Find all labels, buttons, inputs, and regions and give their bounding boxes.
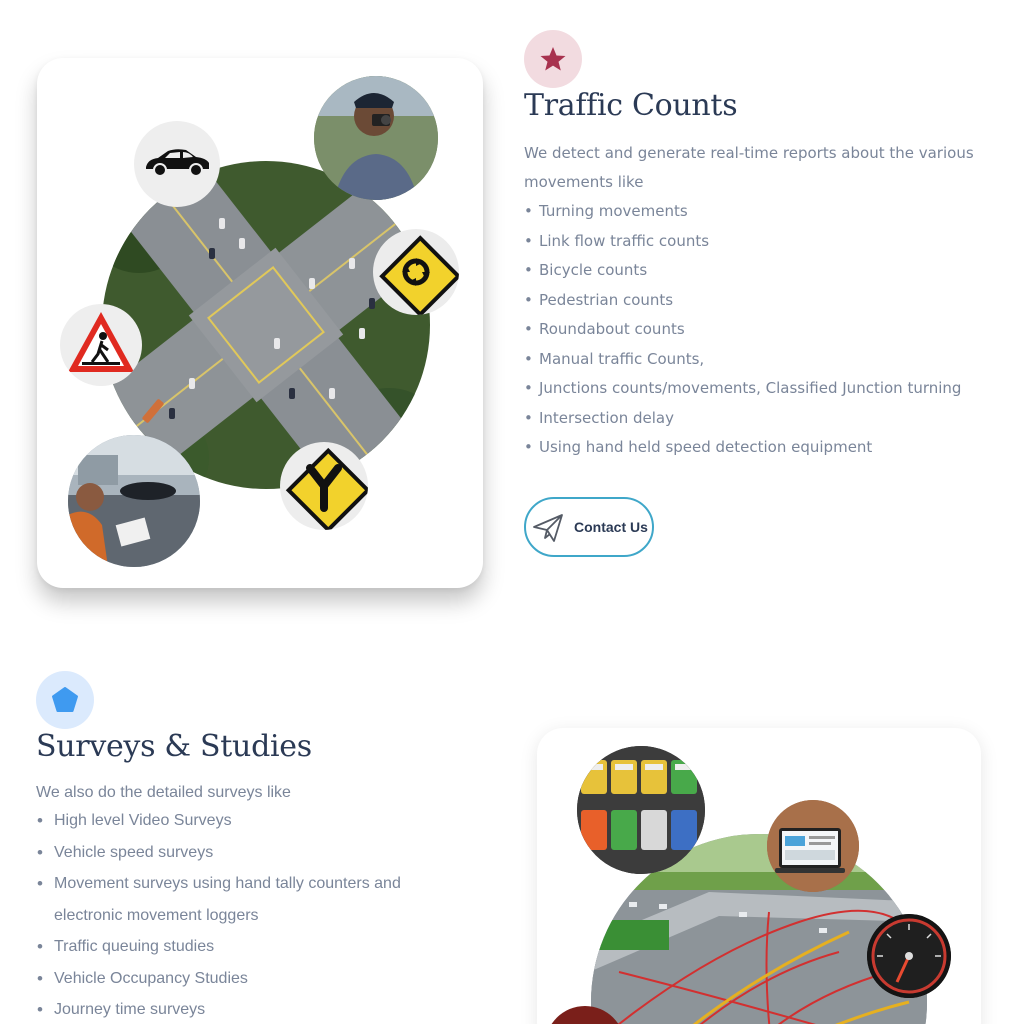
list-item <box>37 868 457 931</box>
list-item-text: Movement surveys using hand tally counters and <box>54 875 401 892</box>
list-item: • Turning movements <box>524 197 961 227</box>
speedometer-icon <box>867 914 951 998</box>
list-item: • Vehicle speed surveys <box>37 837 457 869</box>
traffic-counts-list <box>524 197 961 463</box>
traffic-counts-badge <box>524 30 582 88</box>
surveys-badge <box>36 671 94 729</box>
surveys-intro: We also do the detailed surveys like <box>36 784 291 801</box>
traffic-officer-photo <box>314 76 438 200</box>
list-item: • Roundabout counts <box>524 315 961 345</box>
pentagon-icon <box>36 671 94 729</box>
y-junction-sign-icon <box>280 442 368 530</box>
traffic-counts-title: Traffic Counts <box>524 88 738 123</box>
surveys-illustration-card <box>537 728 981 1024</box>
list-item: • Bicycle counts <box>524 256 961 286</box>
car-icon <box>134 121 220 207</box>
list-item: • Link flow traffic counts <box>524 227 961 257</box>
roundabout-sign-icon <box>373 229 459 315</box>
list-item: • Traffic queuing studies <box>37 931 457 963</box>
list-item: • Junctions counts/movements, Classified Junction turning <box>524 374 961 404</box>
contact-us-button[interactable] <box>524 497 654 557</box>
paper-plane-icon <box>530 509 566 545</box>
list-item: • Vehicle Occupancy Studies <box>37 963 457 995</box>
star-icon <box>524 30 582 88</box>
surveys-list <box>37 805 457 1024</box>
list-item: • Using hand held speed detection equipment <box>524 433 961 463</box>
tally-counter-photo <box>577 746 705 874</box>
surveyor-photo <box>68 435 200 567</box>
laptop-report-photo <box>767 800 859 892</box>
surveys-title: Surveys & Studies <box>36 729 312 764</box>
traffic-counts-illustration-card <box>37 58 483 588</box>
list-item: • High level Video Surveys <box>37 805 457 837</box>
list-item: • Manual traffic Counts, <box>524 345 961 375</box>
list-item: • Pedestrian counts <box>524 286 961 316</box>
contact-us-label: Contact Us <box>574 519 648 535</box>
pedestrian-crossing-sign-icon <box>60 304 142 386</box>
list-item: • Journey time surveys <box>37 994 457 1024</box>
list-item: • Intersection delay <box>524 404 961 434</box>
list-item-continuation: electronic movement loggers <box>54 906 259 924</box>
traffic-counts-description: We detect and generate real-time reports about the various movements like <box>524 144 974 191</box>
